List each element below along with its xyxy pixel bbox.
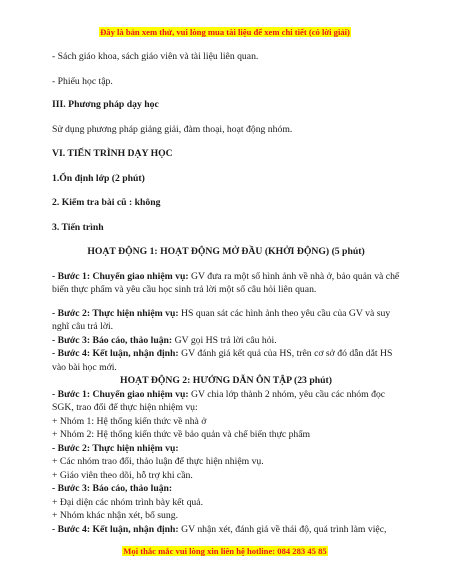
activity-2-step-2-label: - Bước 2: Thực hiện nhiệm vụ: xyxy=(52,442,179,454)
material-item: - Sách giáo khoa, sách giáo viên và tài liệu liên quan. xyxy=(52,51,259,62)
step-label: - Bước 4: Kết luận, nhận định: xyxy=(52,523,179,535)
group-item: + Nhóm 1: Hệ thống kiến thức về nhà ở xyxy=(52,415,207,427)
activity-2-step-3-label: - Bước 3: Báo cáo, thảo luận: xyxy=(52,483,173,494)
preview-banner xyxy=(0,27,450,37)
hotline-banner-text: Mọi thắc mắc vui lòng xin liên hệ hotline: 084 283 45 85 xyxy=(123,546,327,556)
process-heading: VI. TIẾN TRÌNH DẠY HỌC xyxy=(52,148,173,159)
step-label: - Bước 1: Chuyển giao nhiệm vụ: xyxy=(52,270,189,282)
step-text: HS quan sát các hình ảnh theo yêu cầu của GV và suy nghĩ câu trả lời. xyxy=(52,307,391,332)
step-text: GV nhận xét, đánh giá về thái độ, quá trình làm việc, xyxy=(178,523,387,535)
list-item: + Các nhóm trao đổi, thảo luận để thực hiện nhiệm vụ. xyxy=(52,456,264,467)
process-step: 3. Tiến trình xyxy=(52,221,104,233)
document-body xyxy=(52,47,400,536)
activity-2-title: HOẠT ĐỘNG 2: HƯỚNG DẪN ÔN TẬP (23 phút) xyxy=(120,375,332,386)
step-label: - Bước 3: Báo cáo, thảo luận: xyxy=(52,334,173,346)
step-text: GV đưa ra một số hình ảnh về nhà ở, bảo quản và chế biến thực phẩm và yêu cầu học sinh trả lời một số câu hỏi liên quan. xyxy=(52,270,400,295)
method-text: Sử dụng phương pháp giảng giải, đàm thoại, hoạt động nhóm. xyxy=(52,123,293,135)
list-item: + Nhóm khác nhận xét, bổ sung. xyxy=(52,510,178,521)
list-item: + Giáo viên theo dõi, hỗ trợ khi cần. xyxy=(52,469,193,481)
hotline-banner xyxy=(0,546,450,556)
step-text: GV gọi HS trả lời câu hỏi. xyxy=(172,334,277,346)
activity-1-step-2 xyxy=(52,307,400,334)
process-step: 2. Kiểm tra bài cũ : không xyxy=(52,197,161,208)
activity-2-step-1 xyxy=(52,388,400,415)
activity-2-step-4 xyxy=(52,523,400,537)
activity-1-title: HOẠT ĐỘNG 1: HOẠT ĐỘNG MỞ ĐẦU (KHỞI ĐỘNG) (5 phút) xyxy=(87,246,365,257)
activity-1-step-4 xyxy=(52,347,400,374)
step-label: - Bước 2: Thực hiện nhiệm vụ: xyxy=(52,307,179,319)
step-text: GV đánh giá kết quả của HS, trên cơ sở đó dẫn dắt HS vào bài học mới. xyxy=(52,348,393,373)
step-text: GV chia lớp thành 2 nhóm, yêu cầu các nhóm đọc SGK, trao đổi để thực hiện nhiệm vụ: xyxy=(52,388,386,413)
activity-1-step-1 xyxy=(52,270,400,297)
step-label: - Bước 1: Chuyển giao nhiệm vụ: xyxy=(52,388,189,400)
preview-banner-text: Đây là bản xem thử, vui lòng mua tài liệu để xem chi tiết (có lời giải) xyxy=(100,27,350,37)
list-item: + Đại diện các nhóm trình bày kết quả. xyxy=(52,496,203,508)
activity-1-step-3 xyxy=(52,334,400,348)
group-item: + Nhóm 2: Hệ thống kiến thức về bảo quản và chế biến thực phẩm xyxy=(52,429,311,440)
process-step: 1.Ổn định lớp (2 phút) xyxy=(52,172,145,184)
step-label: - Bước 4: Kết luận, nhận định: xyxy=(52,348,179,359)
method-heading: III. Phương pháp dạy học xyxy=(52,99,159,110)
material-item: - Phiếu học tập. xyxy=(52,75,113,87)
